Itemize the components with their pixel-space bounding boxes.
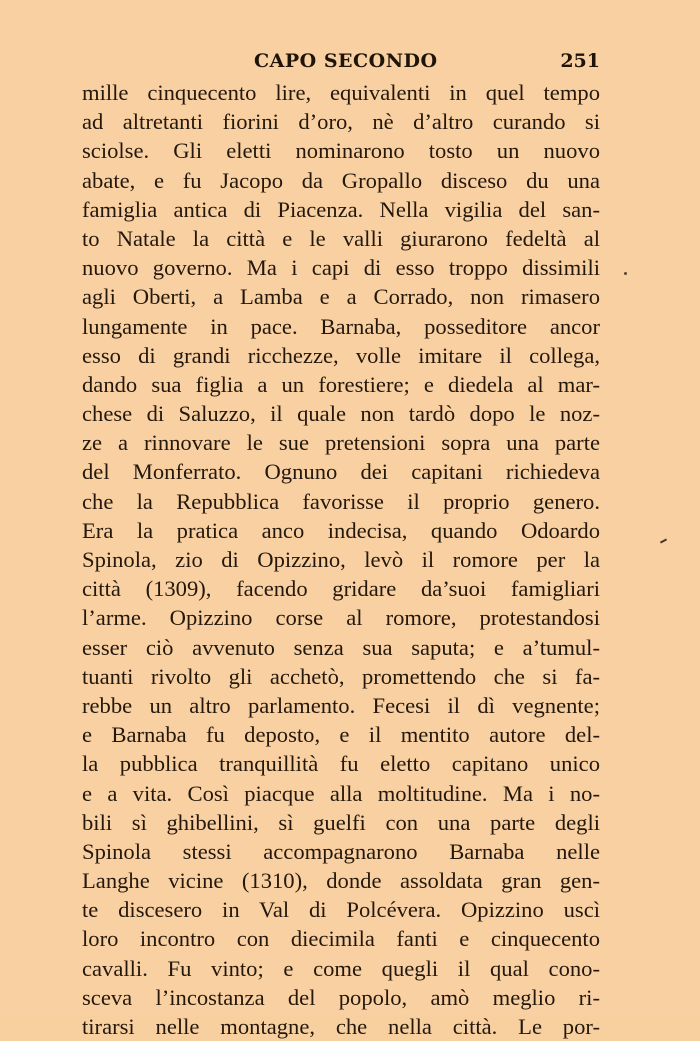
text-line: tuanti rivolto gli acchetò, promettendo che si fa- <box>82 663 600 689</box>
running-head <box>82 50 600 78</box>
text-line: cavalli. Fu vinto; e come quegli il qual cono- <box>82 955 600 981</box>
text-line: che la Repubblica favorisse il proprio genero. <box>82 488 600 514</box>
text-line: Era la pratica anco indecisa, quando Odoardo <box>82 517 600 543</box>
text-line: Spinola stessi accompagnarono Barnaba nelle <box>82 838 600 864</box>
text-line: tirarsi nelle montagne, che nella città. Le por- <box>82 1014 600 1039</box>
text-line: rebbe un altro parlamento. Fecesi il dì vegnente; <box>82 692 600 718</box>
text-line: esso di grandi ricchezze, volle imitare il collega, <box>82 342 600 368</box>
text-line: dando sua figlia a un forestiere; e diedela al mar- <box>82 371 600 397</box>
text-line: e a vita. Così piacque alla moltitudine. Ma i no- <box>82 780 600 806</box>
chapter-title: CAPO SECONDO <box>254 50 438 72</box>
page-number: 251 <box>560 50 600 72</box>
body-text <box>82 78 600 1041</box>
text-line: loro incontro con diecimila fanti e cinquecento <box>82 926 600 952</box>
text-line: agli Oberti, a Lamba e a Corrado, non rimasero <box>82 284 600 310</box>
text-line: Spinola, zio di Opizzino, levò il romore per la <box>82 547 600 572</box>
ink-speck <box>624 272 627 275</box>
text-line: abate, e fu Jacopo da Gropallo disceso du una <box>82 167 600 193</box>
text-line: ze a rinnovare le sue pretensioni sopra una parte <box>82 430 600 456</box>
ink-speck <box>660 538 667 543</box>
text-line: mille cinquecento lire, equivalenti in quel tempo <box>82 80 600 105</box>
text-line: nuovo governo. Ma i capi di esso troppo dissimili <box>82 255 600 281</box>
text-line: ad altretanti fiorini d’oro, nè d’altro curando si <box>82 109 600 135</box>
text-line: sciolse. Gli eletti nominarono tosto un nuovo <box>82 138 600 164</box>
text-line: famiglia antica di Piacenza. Nella vigilia del san- <box>82 196 600 222</box>
text-line: to Natale la città e le valli giurarono fedeltà al <box>82 225 600 251</box>
text-line: l’arme. Opizzino corse al romore, protestandosi <box>82 605 600 631</box>
text-line: città (1309), facendo gridare da’suoi famigliari <box>82 576 600 602</box>
text-line: esser ciò avvenuto senza sua saputa; e a’tumul- <box>82 634 600 660</box>
text-line: lungamente in pace. Barnaba, posseditore ancor <box>82 313 600 339</box>
text-line: chese di Saluzzo, il quale non tardò dopo le noz- <box>82 401 600 427</box>
text-line: del Monferrato. Ognuno dei capitani richiedeva <box>82 459 600 485</box>
text-line: la pubblica tranquillità fu eletto capitano unico <box>82 751 600 777</box>
text-line: bili sì ghibellini, sì guelfi con una parte degli <box>82 809 600 835</box>
text-line: sceva l’incostanza del popolo, amò meglio ri- <box>82 984 600 1010</box>
text-line: Langhe vicine (1310), donde assoldata gran gen- <box>82 868 600 894</box>
text-line: te discesero in Val di Polcévera. Opizzino uscì <box>82 897 600 923</box>
text-line: e Barnaba fu deposto, e il mentito autore del- <box>82 722 600 748</box>
